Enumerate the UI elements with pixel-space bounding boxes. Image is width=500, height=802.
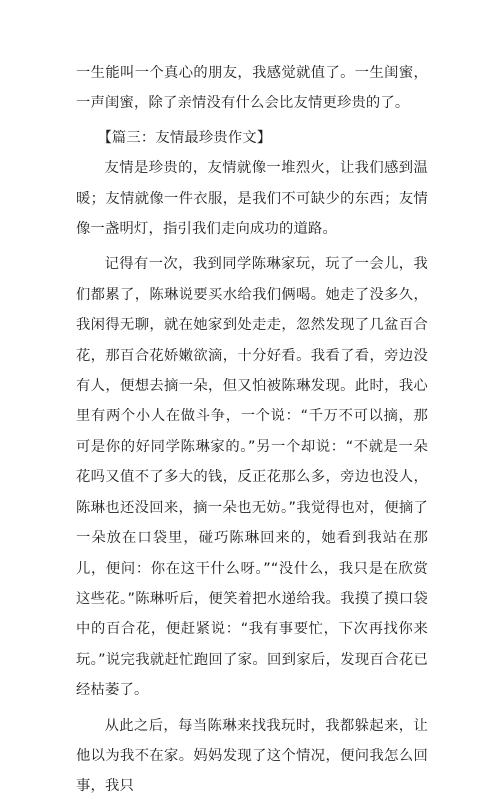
paragraph-intro-continuation: 一生能叫一个真心的朋友，我感觉就值了。一生闺蜜，一声闺蜜，除了亲情没有什么会比友情更珍贵的了。 [76,65,428,112]
paragraph-aftermath: 从此之后，每当陈琳来找我玩时，我都躲起来，让他以为我不在家。妈妈发现了这个情况，便问我怎么回事，我只 [76,717,428,795]
paragraph-friendship-metaphor: 友情是珍贵的，友情就像一堆烈火，让我们感到温暖；友情就像一件衣服，是我们不可缺少的东西；友情像一盏明灯，指引我们走向成功的道路。 [76,160,428,238]
paragraph-story: 记得有一次，我到同学陈琳家玩，玩了一会儿，我们都累了，陈琳说要买水给我们俩喝。她走了没多久，我闲得无聊，就在她家到处走走，忽然发现了几盆百合花，那百合花娇嫩欲滴，十分好看。我看了看，旁边没有人，便想去摘一朵，但又怕被陈琳发现。此时，我心里有两个小人在做斗争，一个说：“千万不可以摘，那可是你的好同学陈琳家的。”另一个却说：“不就是一朵花吗又值不了多大的钱，反正花那么多，旁边也没人，陈琳也还没回来，摘一朵也无妨。”我觉得也对，便摘了一朵放在口袋里，碰巧陈琳回来的，她看到我站在那儿，便问：你在这干什么呀。”“没什么，我只是在欣赏这些花。”陈琳听后，便笑着把水递给我。我摸了摸口袋中的百合花，便赶紧说：“我有事要忙，下次再找你来玩。”说完我就赶忙跑回了家。回到家后，发现百合花已经枯萎了。 [76,256,428,699]
document-body [76,58,428,802]
section-heading: 【篇三：友情最珍贵作文】 [97,129,272,146]
